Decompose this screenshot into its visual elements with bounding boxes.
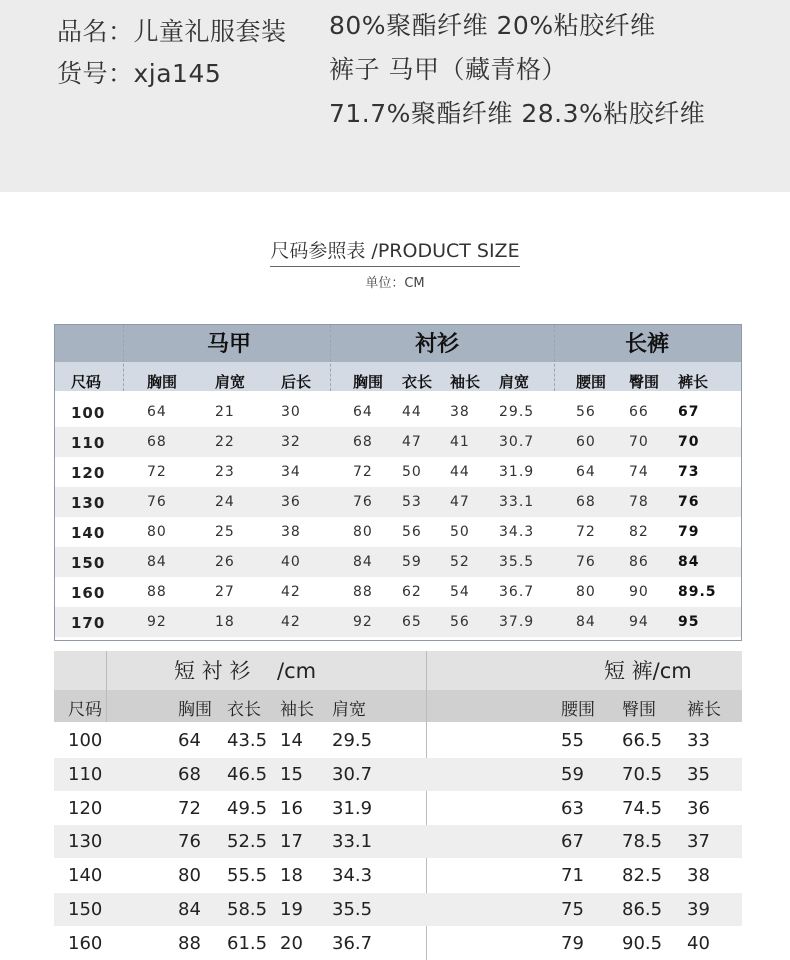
value-cell: 76 bbox=[576, 554, 596, 570]
value-cell: 68 bbox=[147, 434, 167, 450]
value-cell: 42 bbox=[281, 584, 301, 600]
size-cell: 170 bbox=[71, 614, 106, 632]
size-cell: 160 bbox=[68, 932, 103, 954]
value-cell: 38 bbox=[687, 865, 710, 887]
value-cell: 29.5 bbox=[332, 730, 373, 751]
column-header: 衣长 bbox=[227, 700, 261, 720]
value-cell: 38 bbox=[281, 524, 301, 540]
column-divider bbox=[106, 651, 107, 722]
value-cell: 78.5 bbox=[622, 831, 663, 853]
value-cell: 84 bbox=[178, 899, 201, 920]
group-shirt: 衬衫 bbox=[415, 332, 460, 357]
value-cell: 68 bbox=[353, 434, 373, 450]
value-cell: 35.5 bbox=[332, 899, 373, 920]
value-cell: 33.1 bbox=[332, 831, 373, 853]
value-cell: 90 bbox=[629, 584, 649, 600]
value-cell: 82.5 bbox=[622, 865, 663, 887]
value-cell: 66 bbox=[629, 404, 649, 420]
size-cell: 110 bbox=[68, 763, 103, 785]
group-shorts: 短 裤/cm bbox=[604, 659, 692, 683]
value-cell: 36.7 bbox=[332, 932, 373, 954]
value-cell: 88 bbox=[147, 584, 167, 600]
value-cell: 76 bbox=[147, 494, 167, 510]
table-row bbox=[55, 517, 741, 547]
value-cell: 76 bbox=[678, 494, 700, 510]
column-header: 衣长 bbox=[402, 373, 433, 391]
column-header: 尺码 bbox=[68, 700, 102, 720]
size-cell: 130 bbox=[71, 494, 106, 512]
column-header: 臀围 bbox=[622, 700, 656, 720]
value-cell: 72 bbox=[147, 464, 167, 480]
table-row bbox=[55, 487, 741, 517]
value-cell: 55.5 bbox=[227, 865, 268, 887]
value-cell: 31.9 bbox=[332, 797, 373, 819]
value-cell: 14 bbox=[280, 730, 303, 751]
value-cell: 80 bbox=[147, 524, 167, 540]
value-cell: 62 bbox=[402, 584, 422, 600]
value-cell: 23 bbox=[215, 464, 235, 480]
table-row bbox=[54, 927, 742, 960]
value-cell: 64 bbox=[576, 464, 596, 480]
column-header: 胸围 bbox=[353, 373, 384, 391]
value-cell: 54 bbox=[450, 584, 470, 600]
value-cell: 20 bbox=[280, 932, 303, 954]
value-cell: 94 bbox=[629, 614, 649, 630]
size-cell: 100 bbox=[71, 404, 106, 422]
product-info-panel bbox=[0, 0, 790, 192]
column-header: 袖长 bbox=[450, 373, 481, 391]
group-short-shirt: 短 衬 衫 /cm bbox=[174, 659, 317, 683]
size-cell: 150 bbox=[71, 554, 106, 572]
value-cell: 33.1 bbox=[499, 494, 535, 510]
value-cell: 86 bbox=[629, 554, 649, 570]
value-cell: 53 bbox=[402, 494, 422, 510]
value-cell: 34.3 bbox=[499, 524, 535, 540]
value-cell: 26 bbox=[215, 554, 235, 570]
value-cell: 84 bbox=[147, 554, 167, 570]
value-cell: 74 bbox=[629, 464, 649, 480]
value-cell: 21 bbox=[215, 404, 235, 420]
value-cell: 59 bbox=[402, 554, 422, 570]
value-cell: 35.5 bbox=[499, 554, 535, 570]
value-cell: 34.3 bbox=[332, 865, 373, 887]
value-cell: 73 bbox=[678, 464, 700, 480]
size-cell: 140 bbox=[68, 865, 103, 887]
value-cell: 41 bbox=[450, 434, 470, 450]
value-cell: 37 bbox=[687, 831, 710, 853]
value-cell: 72 bbox=[576, 524, 596, 540]
value-cell: 70.5 bbox=[622, 763, 663, 785]
value-cell: 84 bbox=[353, 554, 373, 570]
value-cell: 18 bbox=[215, 614, 235, 630]
value-cell: 16 bbox=[280, 797, 303, 819]
table-row bbox=[54, 893, 742, 926]
table-row bbox=[54, 825, 742, 858]
product-name: 品名：儿童礼服套装 bbox=[57, 17, 287, 46]
column-header: 腰围 bbox=[576, 373, 607, 391]
column-header: 袖长 bbox=[280, 700, 314, 720]
column-header: 肩宽 bbox=[332, 700, 366, 720]
value-cell: 39 bbox=[687, 899, 710, 920]
value-cell: 67 bbox=[561, 831, 584, 853]
value-cell: 30 bbox=[281, 404, 301, 420]
value-cell: 64 bbox=[178, 730, 201, 751]
value-cell: 58.5 bbox=[227, 899, 268, 920]
size-cell: 100 bbox=[68, 730, 103, 751]
value-cell: 80 bbox=[576, 584, 596, 600]
size-chart-title: 尺码参照表 /PRODUCT SIZE bbox=[270, 236, 519, 267]
value-cell: 47 bbox=[450, 494, 470, 510]
table-row bbox=[54, 859, 742, 892]
value-cell: 40 bbox=[687, 932, 710, 954]
value-cell: 78 bbox=[629, 494, 649, 510]
value-cell: 72 bbox=[353, 464, 373, 480]
value-cell: 76 bbox=[178, 831, 201, 853]
value-cell: 35 bbox=[687, 763, 710, 785]
value-cell: 76 bbox=[353, 494, 373, 510]
column-divider bbox=[123, 325, 124, 391]
value-cell: 18 bbox=[280, 865, 303, 887]
table-row bbox=[54, 758, 742, 791]
value-cell: 56 bbox=[402, 524, 422, 540]
material-line-1: 80%聚酯纤维 20%粘胶纤维 bbox=[329, 11, 656, 40]
value-cell: 89.5 bbox=[678, 584, 717, 600]
value-cell: 80 bbox=[353, 524, 373, 540]
value-cell: 29.5 bbox=[499, 404, 535, 420]
size-cell: 120 bbox=[71, 464, 106, 482]
value-cell: 79 bbox=[561, 932, 584, 954]
value-cell: 70 bbox=[629, 434, 649, 450]
size-table-short bbox=[54, 651, 742, 960]
size-chart-unit: 单位：CM bbox=[365, 276, 425, 291]
value-cell: 74.5 bbox=[622, 797, 663, 819]
table-row bbox=[55, 577, 741, 607]
value-cell: 32 bbox=[281, 434, 301, 450]
value-cell: 61.5 bbox=[227, 932, 268, 954]
group-vest: 马甲 bbox=[207, 332, 252, 357]
value-cell: 88 bbox=[353, 584, 373, 600]
size-table-main bbox=[54, 324, 742, 641]
value-cell: 44 bbox=[450, 464, 470, 480]
table-row bbox=[54, 792, 742, 825]
value-cell: 40 bbox=[281, 554, 301, 570]
value-cell: 72 bbox=[178, 797, 201, 819]
value-cell: 90.5 bbox=[622, 932, 663, 954]
value-cell: 17 bbox=[280, 831, 303, 853]
value-cell: 50 bbox=[450, 524, 470, 540]
value-cell: 68 bbox=[576, 494, 596, 510]
column-header: 后长 bbox=[281, 373, 312, 391]
value-cell: 30.7 bbox=[332, 763, 373, 785]
value-cell: 67 bbox=[678, 404, 700, 420]
value-cell: 59 bbox=[561, 763, 584, 785]
column-header: 胸围 bbox=[147, 373, 178, 391]
value-cell: 66.5 bbox=[622, 730, 663, 751]
value-cell: 44 bbox=[402, 404, 422, 420]
value-cell: 36 bbox=[687, 797, 710, 819]
column-header: 肩宽 bbox=[215, 373, 246, 391]
value-cell: 56 bbox=[450, 614, 470, 630]
value-cell: 24 bbox=[215, 494, 235, 510]
material-line-2: 裤子 马甲（藏青格） bbox=[329, 55, 567, 84]
table-row bbox=[55, 607, 741, 637]
value-cell: 80 bbox=[178, 865, 201, 887]
column-header: 胸围 bbox=[178, 700, 212, 720]
value-cell: 95 bbox=[678, 614, 700, 630]
size-cell: 160 bbox=[71, 584, 106, 602]
value-cell: 84 bbox=[678, 554, 700, 570]
column-header: 裤长 bbox=[687, 700, 721, 720]
size-cell: 140 bbox=[71, 524, 106, 542]
value-cell: 22 bbox=[215, 434, 235, 450]
value-cell: 65 bbox=[402, 614, 422, 630]
value-cell: 82 bbox=[629, 524, 649, 540]
column-header: 臀围 bbox=[629, 373, 660, 391]
size-cell: 120 bbox=[68, 797, 103, 819]
value-cell: 92 bbox=[147, 614, 167, 630]
table-row bbox=[55, 547, 741, 577]
value-cell: 38 bbox=[450, 404, 470, 420]
size-cell: 110 bbox=[71, 434, 106, 452]
value-cell: 37.9 bbox=[499, 614, 535, 630]
value-cell: 75 bbox=[561, 899, 584, 920]
column-header: 肩宽 bbox=[499, 373, 530, 391]
value-cell: 36 bbox=[281, 494, 301, 510]
value-cell: 46.5 bbox=[227, 763, 268, 785]
value-cell: 70 bbox=[678, 434, 700, 450]
table-row bbox=[55, 397, 741, 427]
column-header: 裤长 bbox=[678, 373, 709, 391]
value-cell: 68 bbox=[178, 763, 201, 785]
value-cell: 64 bbox=[353, 404, 373, 420]
value-cell: 27 bbox=[215, 584, 235, 600]
material-line-3: 71.7%聚酯纤维 28.3%粘胶纤维 bbox=[329, 99, 706, 128]
value-cell: 34 bbox=[281, 464, 301, 480]
value-cell: 52.5 bbox=[227, 831, 268, 853]
value-cell: 49.5 bbox=[227, 797, 268, 819]
table-row bbox=[54, 724, 742, 757]
column-divider bbox=[554, 325, 555, 391]
column-header: 尺码 bbox=[71, 373, 102, 391]
size-cell: 130 bbox=[68, 831, 103, 853]
size-cell: 150 bbox=[68, 899, 103, 920]
value-cell: 47 bbox=[402, 434, 422, 450]
column-header: 腰围 bbox=[561, 700, 595, 720]
value-cell: 60 bbox=[576, 434, 596, 450]
product-code: 货号：xja145 bbox=[57, 59, 222, 88]
value-cell: 30.7 bbox=[499, 434, 535, 450]
value-cell: 64 bbox=[147, 404, 167, 420]
value-cell: 43.5 bbox=[227, 730, 268, 751]
value-cell: 19 bbox=[280, 899, 303, 920]
table-row bbox=[55, 427, 741, 457]
group-trousers: 长裤 bbox=[625, 332, 670, 357]
size-chart-heading bbox=[0, 236, 790, 267]
value-cell: 25 bbox=[215, 524, 235, 540]
value-cell: 50 bbox=[402, 464, 422, 480]
value-cell: 63 bbox=[561, 797, 584, 819]
value-cell: 71 bbox=[561, 865, 584, 887]
table-row bbox=[55, 457, 741, 487]
value-cell: 31.9 bbox=[499, 464, 535, 480]
column-divider bbox=[330, 325, 331, 391]
value-cell: 55 bbox=[561, 730, 584, 751]
value-cell: 15 bbox=[280, 763, 303, 785]
value-cell: 56 bbox=[576, 404, 596, 420]
value-cell: 52 bbox=[450, 554, 470, 570]
value-cell: 79 bbox=[678, 524, 700, 540]
value-cell: 36.7 bbox=[499, 584, 535, 600]
value-cell: 92 bbox=[353, 614, 373, 630]
value-cell: 88 bbox=[178, 932, 201, 954]
value-cell: 84 bbox=[576, 614, 596, 630]
value-cell: 33 bbox=[687, 730, 710, 751]
value-cell: 42 bbox=[281, 614, 301, 630]
value-cell: 86.5 bbox=[622, 899, 663, 920]
